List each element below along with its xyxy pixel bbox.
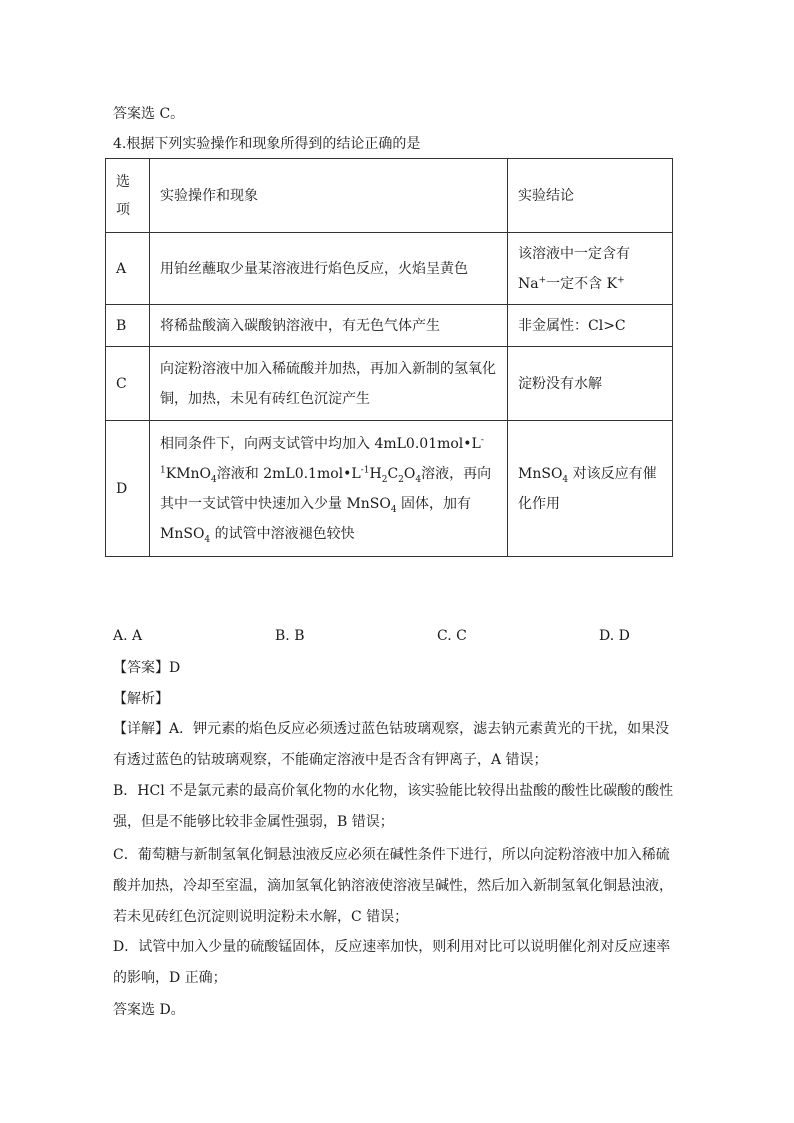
detail-paragraph: 【详解】A．钾元素的焰色反应必须透过蓝色钴玻璃观察，滤去钠元素黄光的干扰，如果没有透过蓝色的钴玻璃观察，不能确定溶液中是否含有钾离子，A 错误； <box>113 721 670 768</box>
row-label: B <box>106 305 150 347</box>
detail-paragraph: B．HCl 不是氯元素的最高价氧化物的水化物，该实验能比较得出盐酸的酸性比碳酸的酸性强，但是不能够比较非金属性强弱，B 错误； <box>113 783 674 830</box>
detail-paragraph: C．葡萄糖与新制氢氧化铜悬浊液反应必须在碱性条件下进行，所以向淀粉溶液中加入稀硫酸并加热，冷却至室温，滴加氢氧化钠溶液使溶液呈碱性，然后加入新制氢氧化铜悬浊液，若未见砖红色沉淀则说明淀粉未水解，C 错误； <box>113 847 673 925</box>
option-d: D. D <box>599 628 630 644</box>
row-conclusion: 该溶液中一定含有 Na+一定不含 K+ <box>508 233 673 305</box>
option-b: B. B <box>275 628 305 644</box>
row-label: D <box>106 421 150 557</box>
final-answer: 答案选 D。 <box>113 1002 185 1018</box>
row-operation: 向淀粉溶液中加入稀硫酸并加热，再加入新制的氢氧化铜，加热，未见有砖红色沉淀产生 <box>150 347 508 421</box>
row-label: A <box>106 233 150 305</box>
table-row <box>106 233 673 305</box>
row-conclusion: 非金属性：Cl>C <box>508 305 673 347</box>
answer-label: 【答案】D <box>113 660 181 676</box>
row-operation: 相同条件下，向两支试管中均加入 $4mL0.01mol•L^{-1}KMnO_4$溶液和 $2mL0.1mol•L^{-1}H_2C_2O_4$溶液，再向其中一支试管中快速加入少量 MnSO$_4$ 固体，加有 MnSO$_4$ 的试管中溶液褪色较快 <box>150 421 508 557</box>
analysis-label: 【解析】 <box>113 691 169 707</box>
row-conclusion: 淀粉没有水解 <box>508 347 673 421</box>
table-row <box>106 347 673 421</box>
detail-paragraph: D．试管中加入少量的硫酸锰固体，反应速率加快，则利用对比可以说明催化剂对反应速率的影响，D 正确； <box>113 939 671 986</box>
table-row <box>106 421 673 557</box>
table-header-row <box>106 159 673 233</box>
option-c: C. C <box>437 628 467 644</box>
header-operation: 实验操作和现象 <box>150 159 508 233</box>
row-operation: 将稀盐酸滴入碳酸钠溶液中，有无色气体产生 <box>150 305 508 347</box>
header-option <box>106 159 150 233</box>
row-label: C <box>106 347 150 421</box>
row-operation: 用铂丝蘸取少量某溶液进行焰色反应，火焰呈黄色 <box>150 233 508 305</box>
option-a: A. A <box>113 628 143 644</box>
previous-answer: 答案选 C。 <box>113 106 185 122</box>
header-conclusion: 实验结论 <box>508 159 673 233</box>
header-option-text: 选项 <box>116 173 130 218</box>
row-conclusion: MnSO$_4$ 对该反应有催化作用 <box>508 421 673 557</box>
question-title: 4.根据下列实验操作和现象所得到的结论正确的是 <box>113 136 421 152</box>
table-row <box>106 305 673 347</box>
experiment-table <box>105 158 673 557</box>
